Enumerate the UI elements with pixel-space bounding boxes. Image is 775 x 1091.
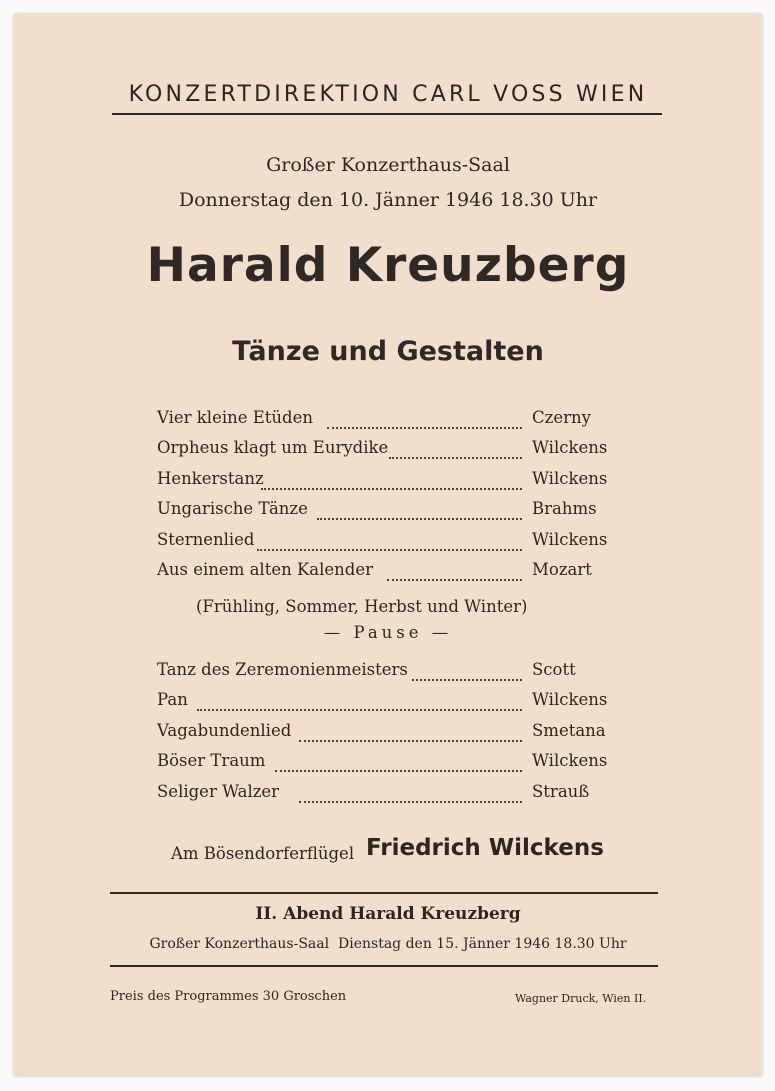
leader-dots [327, 413, 522, 429]
leader-dots [299, 726, 522, 742]
program-item [157, 690, 607, 716]
program-item [157, 560, 607, 586]
piece-composer: Brahms [532, 499, 597, 518]
piece-composer: Wilckens [532, 469, 608, 488]
program-price: Preis des Programmes 30 Groschen [110, 989, 347, 1004]
leader-dots [389, 443, 522, 459]
second-evening-details: Großer Konzerthaus-Saal Dienstag den 15. Jänner 1946 18.30 Uhr [149, 936, 627, 952]
printer-credit: Wagner Druck, Wien II. [515, 992, 647, 1005]
program-item [157, 751, 607, 777]
leader-dots [412, 665, 522, 681]
piece-composer: Scott [532, 660, 576, 679]
piece-title: Böser Traum [157, 751, 266, 770]
piece-title: Vier kleine Etüden [157, 408, 314, 427]
leader-dots [299, 787, 522, 803]
program-item [157, 721, 607, 747]
piece-composer: Wilckens [532, 438, 608, 457]
piece-subtitle: (Frühling, Sommer, Herbst und Winter) [196, 597, 528, 616]
program-item [157, 782, 607, 808]
program-item [157, 660, 607, 686]
accompaniment-label: Am Bösendorferflügel [171, 844, 355, 863]
venue: Großer Konzerthaus-Saal [266, 154, 510, 176]
piece-title: Ungarische Tänze [157, 499, 308, 518]
program-title: Tänze und Gestalten [232, 336, 544, 367]
program-item [157, 408, 607, 434]
section-rule-bottom [110, 965, 658, 967]
piece-composer: Wilckens [532, 751, 608, 770]
leader-dots [275, 756, 522, 772]
pause-label: — Pause — [323, 623, 453, 642]
piece-composer: Czerny [532, 408, 591, 427]
section-rule-top [110, 892, 658, 894]
piece-title: Tanz des Zeremonienmeisters [157, 660, 408, 679]
event-date: Donnerstag den 10. Jänner 1946 18.30 Uhr [178, 189, 598, 211]
program-item [157, 469, 607, 495]
piece-composer: Wilckens [532, 690, 608, 709]
piece-title: Vagabundenlied [157, 721, 292, 740]
program-item [157, 499, 607, 525]
piece-composer: Mozart [532, 560, 592, 579]
program-item [157, 530, 607, 556]
piece-title: Sternenlied [157, 530, 255, 549]
piece-title: Seliger Walzer [157, 782, 280, 801]
leader-dots [317, 504, 522, 520]
agency-header: KONZERTDIREKTION CARL VOSS WIEN [128, 82, 648, 107]
leader-dots [261, 474, 522, 490]
piece-composer: Smetana [532, 721, 606, 740]
second-evening-title: II. Abend Harald Kreuzberg [255, 904, 521, 924]
leader-dots [197, 695, 522, 711]
piece-title: Orpheus klagt um Eurydike [157, 438, 389, 457]
piece-title: Pan [157, 690, 188, 709]
piece-composer: Strauß [532, 782, 590, 801]
program-item [157, 438, 607, 464]
piece-title: Henkerstanz [157, 469, 264, 488]
program-sheet [14, 14, 762, 1076]
header-rule [112, 113, 662, 115]
pianist-name: Friedrich Wilckens [366, 835, 604, 861]
leader-dots [257, 535, 522, 551]
piece-title: Aus einem alten Kalender [157, 560, 374, 579]
piece-composer: Wilckens [532, 530, 608, 549]
performer-name: Harald Kreuzberg [146, 238, 630, 293]
leader-dots [387, 565, 522, 581]
